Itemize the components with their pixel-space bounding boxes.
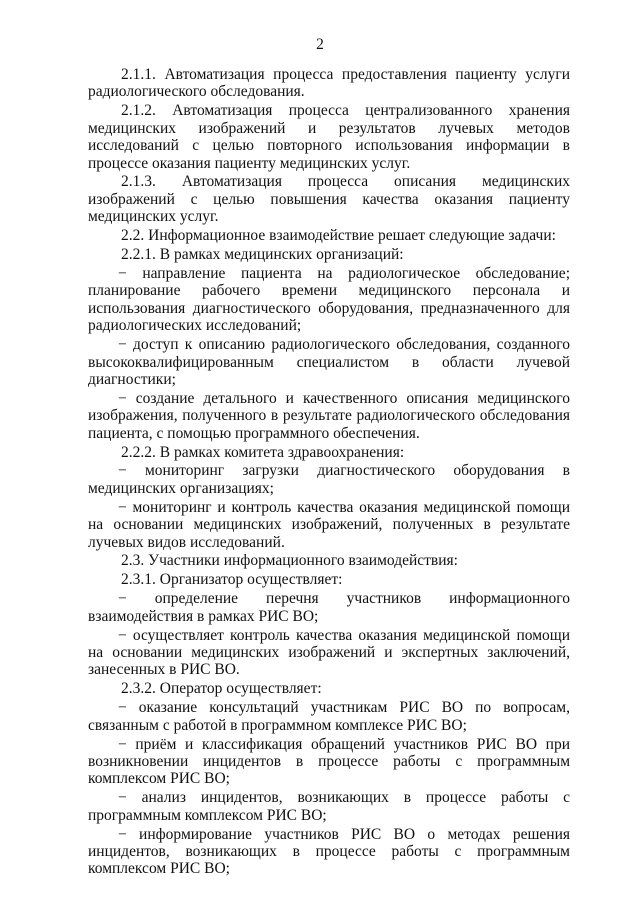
paragraph-2-1-2: 2.1.2. Автоматизация процесса централизованного хранения медицинских изображений и результатов лучевых методов исследований с целью повторного использования информации в процессе оказания пациенту медицинских услуг. <box>88 102 570 172</box>
list-item: − создание детального и качественного описания медицинского изображения, полученного в результате радиологического обследования пациента, с помощью программного обеспечения. <box>88 389 570 442</box>
paragraph-2-1-1: 2.1.1. Автоматизация процесса предоставления пациенту услуги радиологического обследования. <box>88 66 570 101</box>
paragraph-2-3-1: 2.3.1. Организатор осуществляет: <box>121 571 343 589</box>
list-item: − анализ инцидентов, возникающих в процессе работы с программным комплексом РИС ВО; <box>88 789 570 824</box>
list-item: − приём и классификация обращений участников РИС ВО при возникновении инцидентов в процессе работы с программным комплексом РИС ВО; <box>88 735 570 788</box>
list-item: − доступ к описанию радиологического обследования, созданного высококвалифицированным специалистом в области лучевой диагностики; <box>88 336 570 388</box>
paragraph-2-2-1: 2.2.1. В рамках медицинских организаций: <box>121 246 404 264</box>
list-item: − направление пациента на радиологическое обследование; планирование рабочего времени медицинского персонала и использования диагностического оборудования, предназначенного для радиологических исследований; <box>88 264 570 335</box>
list-item: − мониторинг загрузки диагностического оборудования в медицинских организациях; <box>88 462 570 497</box>
list-item: − мониторинг и контроль качества оказания медицинской помощи на основании медицинских изображений, полученных в результате лучевых видов исследований. <box>88 498 570 551</box>
list-item: − оказание консультаций участникам РИС ВО по вопросам, связанным с работой в программном комплексе РИС ВО; <box>88 699 570 734</box>
document-body <box>88 66 570 879</box>
list-item: − осуществляет контроль качества оказания медицинской помощи на основании медицинских изображений и экспертных заключений, занесенных в РИС ВО. <box>88 626 570 679</box>
paragraph-2-3-2: 2.3.2. Оператор осуществляет: <box>121 680 322 698</box>
page-number: 2 <box>316 36 324 53</box>
paragraph-2-3: 2.3. Участники информационного взаимодействия: <box>121 552 458 570</box>
list-item: − информирование участников РИС ВО о методах решения инцидентов, возникающих в процессе работы с программным комплексом РИС ВО; <box>88 825 570 878</box>
list-item: − определение перечня участников информационного взаимодействия в рамках РИС ВО; <box>88 590 570 625</box>
paragraph-2-2-2: 2.2.2. В рамках комитета здравоохранения: <box>121 443 405 461</box>
paragraph-2-1-3: 2.1.3. Автоматизация процесса описания медицинских изображений с целью повышения качества оказания пациенту медицинских услуг. <box>88 173 570 226</box>
paragraph-2-2: 2.2. Информационное взаимодействие решает следующие задачи: <box>121 227 556 245</box>
